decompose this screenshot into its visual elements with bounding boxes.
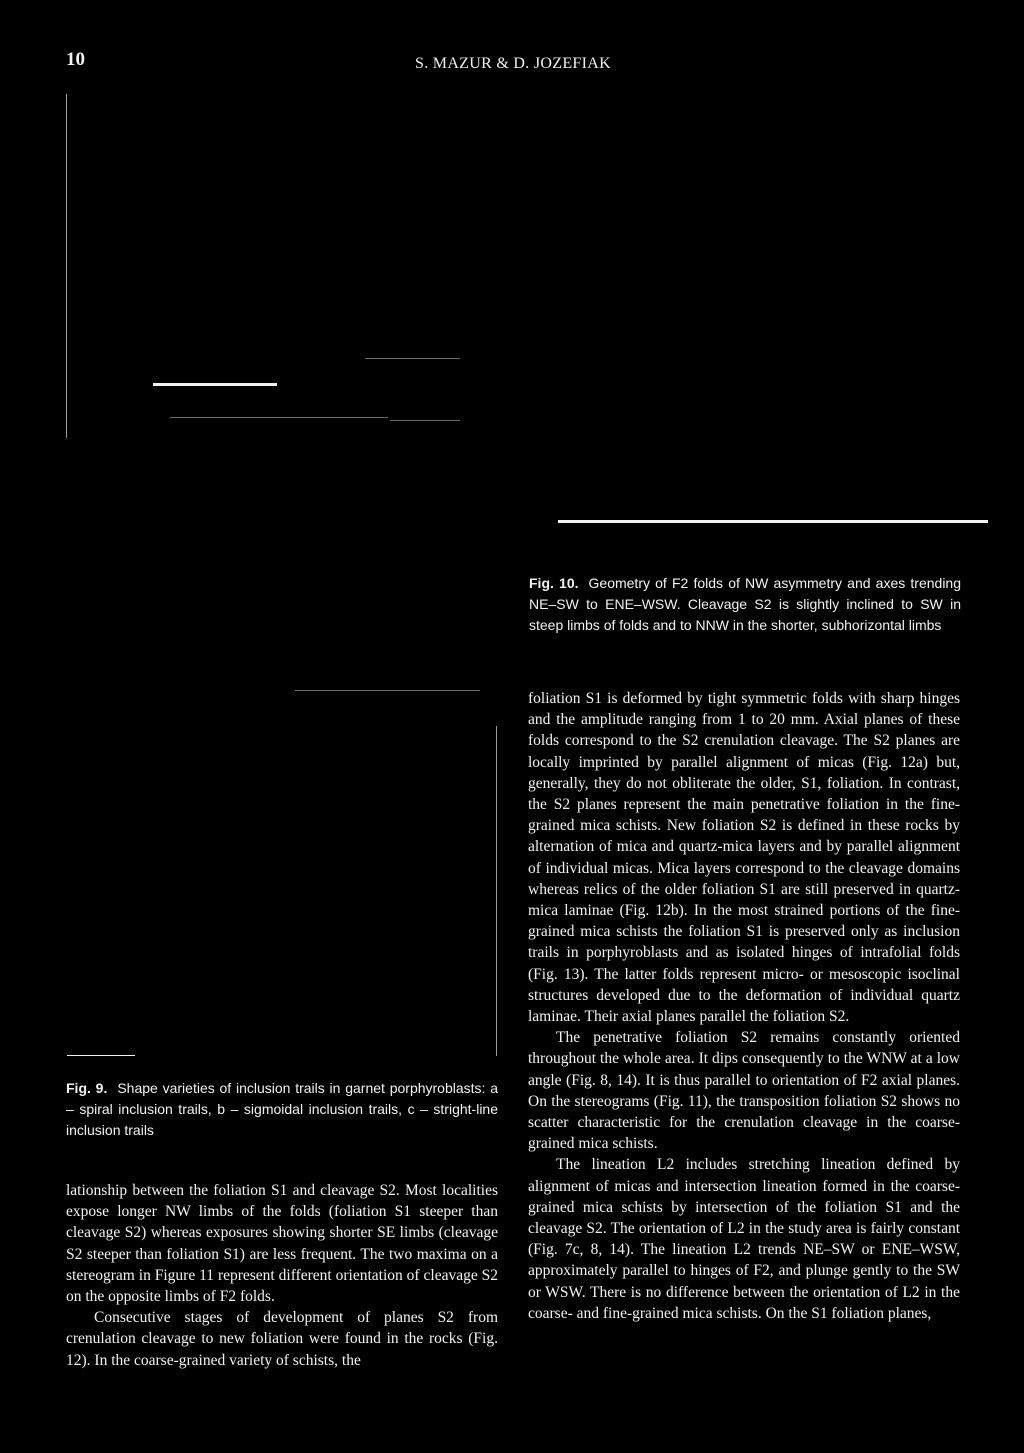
left-paragraph-2: Consecutive stages of development of planes S2 from crenulation cleavage to new foliation were found in the rocks (Fig. 12). In the coarse-grained variety of schists, the <box>66 1309 498 1369</box>
right-paragraph-1: foliation S1 is deformed by tight symmetric folds with sharp hinges and the amplitude ranging from 1 to 20 mm. Axial planes of these folds correspond to the S2 crenulation cleavage. The S2 planes are locally imprinted by parallel alignment of micas (Fig. 12a) but, generally, they do not obliterate the older, S1, foliation. In contrast, the S2 planes represent the main penetrative foliation in the fine-grained mica schists. New foliation S2 is defined in these rocks by alternation of mica and quartz-mica layers and by parallel alignment of individual micas. Mica layers correspond to the cleavage domains whereas relics of the older foliation S1 are still preserved in quartz-mica laminae (Fig. 12b). In the most strained portions of the fine-grained mica schists the foliation S1 is preserved only as inclusion trails in porphyroblasts and as isolated hinges of intrafolial folds (Fig. 13). The latter folds represent micro- or mesoscopic isoclinal structures developed due to the deformation of individual quartz laminae. Their axial planes parallel the foliation S2. <box>528 690 960 1026</box>
fig10-line-lower-b <box>390 420 460 421</box>
fig10-left-border <box>66 94 67 438</box>
figure-9-area <box>60 680 510 1065</box>
fig10-line-lower-a <box>170 417 388 418</box>
fig10-line-upper-right <box>365 358 460 359</box>
right-paragraph-2: The penetrative foliation S2 remains constantly oriented throughout the whole area. It dips consequently to the WNW at a low angle (Fig. 8, 14). It is thus parallel to orientation of F2 axial planes. On the stereograms (Fig. 11), the transposition foliation S2 shows no scatter characteristic for the crenulation cleavage in the coarse-grained mica schists. <box>528 1029 960 1153</box>
running-head: S. MAZUR & D. JOZEFIAK <box>415 55 611 72</box>
figure-10-caption-text: Geometry of F2 folds of NW asymmetry and axes trending NE–SW to ENE–WSW. Cleavage S2 is slightly inclined to SW in steep limbs of folds and to NNW in the shorter, subhorizontal limbs <box>529 575 962 633</box>
figure-10-caption <box>529 573 961 636</box>
page-number: 10 <box>66 49 85 70</box>
fig9-bottom-left-rule <box>67 1055 135 1056</box>
right-paragraph-3: The lineation L2 includes stretching lineation defined by alignment of micas and intersection lineation formed in the coarse-grained mica schists by intersection of the foliation S1 and the cleavage S2. The orientation of L2 in the study area is fairly constant (Fig. 7c, 8, 14). The lineation L2 trends NE–SW or ENE–WSW, approximately parallel to hinges of F2, and plunge gently to the SW or WSW. There is no difference between the orientation of L2 in the coarse- and fine-grained mica schists. On the S1 foliation planes, <box>528 1156 960 1322</box>
figure-10-label: Fig. 10. <box>529 575 579 591</box>
figure-10-area <box>60 80 960 530</box>
fig10-line-thick <box>153 383 277 386</box>
figure-9-caption-text: Shape varieties of inclusion trails in garnet porphyroblasts: a – spiral inclusion trails, b – sigmoidal inclusion trails, c – stright-line inclusion trails <box>66 1080 498 1138</box>
fig9-right-border <box>496 726 497 1056</box>
left-column <box>66 1180 498 1371</box>
figure-9-label: Fig. 9. <box>66 1080 108 1096</box>
fig10-bottom-rule <box>558 520 988 523</box>
fig9-top-rule <box>295 690 480 691</box>
right-column <box>528 688 960 1324</box>
figure-9-caption <box>66 1078 498 1141</box>
left-paragraph-1: lationship between the foliation S1 and cleavage S2. Most localities expose longer NW limbs of the folds (foliation S1 steeper than cleavage S2) whereas exposures showing shorter SE limbs (cleavage S2 steeper than foliation S1) are less frequent. The two maxima on a stereogram in Figure 11 represent different orientation of cleavage S2 on the opposite limbs of F2 folds. <box>66 1182 498 1306</box>
